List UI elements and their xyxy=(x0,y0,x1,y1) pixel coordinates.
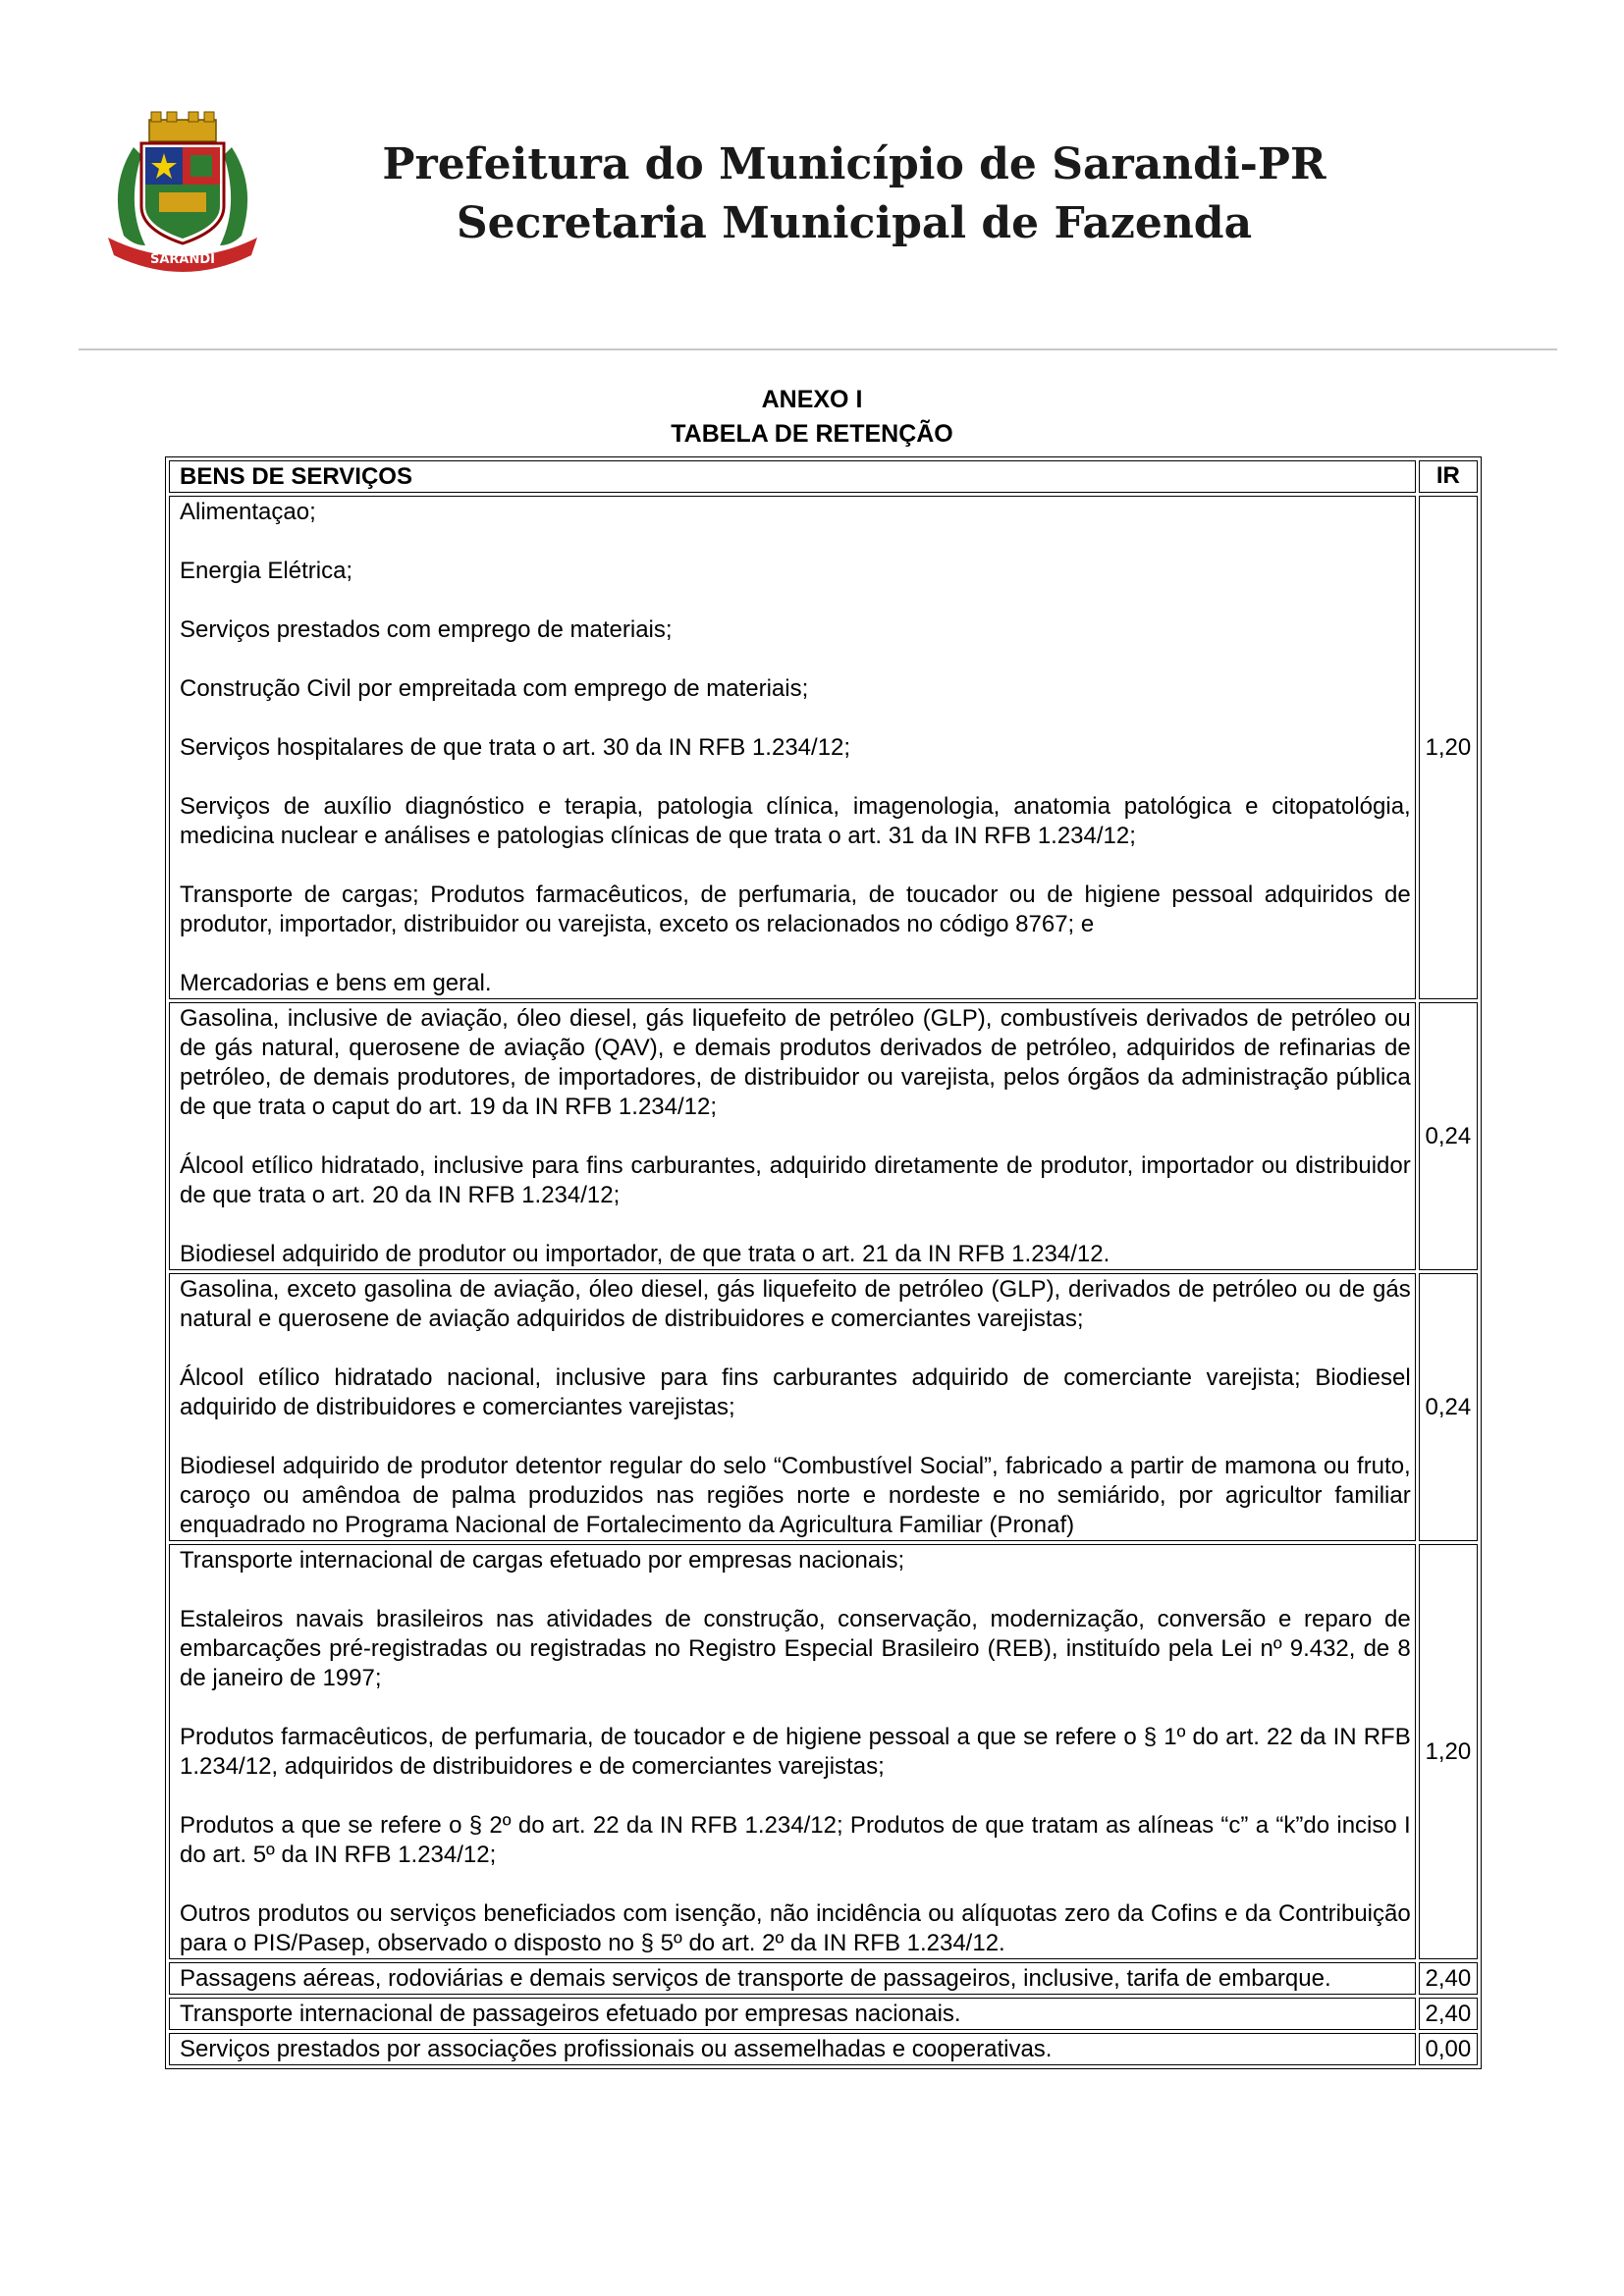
row-item-text: Biodiesel adquirido de produtor detentor regular do selo “Combustível Social”, fabricado a partir de mamona ou fruto, caroço ou amêndoa de palma produzidos nas regiões norte e nordeste e no semiárido, por agricultor familiar enquadrado no Programa Nacional de Fortalecimento da Agricultura Familiar (Pronaf) xyxy=(180,1453,1411,1538)
row-description-cell xyxy=(169,1544,1416,1959)
annex-heading xyxy=(0,383,1624,452)
municipality-title: Prefeitura do Município de Sarandi-PR xyxy=(382,139,1326,189)
row-item-text: Álcool etílico hidratado nacional, inclusive para fins carburantes adquirido de comerciante varejista; Biodiesel adquirido de distribuidores e comerciantes varejistas; xyxy=(180,1364,1411,1420)
table-row xyxy=(169,1998,1478,2030)
table-row xyxy=(169,1002,1478,1270)
row-item-text: Energia Elétrica; xyxy=(180,558,353,584)
row-item-text: Estaleiros navais brasileiros nas atividades de construção, conservação, modernização, conversão e reparo de embarcações pré-registradas ou registradas no Registro Especial Brasileiro (REB), instituído pela Lei nº 9.432, de 8 de janeiro de 1997; xyxy=(180,1606,1411,1691)
row-item-text: Gasolina, inclusive de aviação, óleo diesel, gás liquefeito de petróleo (GLP), combustíveis derivados de petróleo ou de gás natural, querosene de aviação (QAV), e demais produtos derivados de petróleo, adquiridos de refinarias de petróleo, de demais produtores, de importadores, de distribuidor ou varejista, pelos órgãos da administração pública de que trata o caput do art. 19 da IN RFB 1.234/12; xyxy=(180,1005,1411,1120)
table-header-row xyxy=(169,460,1478,493)
row-ir-rate-cell: 2,40 xyxy=(1419,1998,1478,2030)
annex-title: ANEXO I xyxy=(761,386,863,413)
row-item-text: Serviços prestados com emprego de materiais; xyxy=(180,616,673,643)
svg-text:SARANDI: SARANDI xyxy=(149,252,216,267)
table-row xyxy=(169,1273,1478,1541)
row-item-text: Álcool etílico hidratado, inclusive para fins carburantes, adquirido diretamente de produtor, importador ou distribuidor de que trata o art. 20 da IN RFB 1.234/12; xyxy=(180,1152,1411,1208)
table-row xyxy=(169,2033,1478,2065)
row-item-text: Alimentaçao; xyxy=(180,499,316,525)
row-description-cell xyxy=(169,1002,1416,1270)
annex-subtitle: TABELA DE RETENÇÃO xyxy=(671,420,953,448)
row-ir-rate-cell: 1,20 xyxy=(1419,1544,1478,1959)
header-divider xyxy=(79,348,1557,350)
retention-table-wrapper xyxy=(165,456,1482,2069)
row-ir-rate-cell: 1,20 xyxy=(1419,496,1478,999)
column-header-ir: IR xyxy=(1419,460,1478,493)
row-item-text: Mercadorias e bens em geral. xyxy=(180,970,492,996)
row-ir-rate-cell: 0,00 xyxy=(1419,2033,1478,2065)
retention-table xyxy=(165,456,1482,2069)
row-description-cell xyxy=(169,1962,1416,1995)
row-description-cell xyxy=(169,496,1416,999)
row-description-cell xyxy=(169,2033,1416,2065)
row-item-text: Passagens aéreas, rodoviárias e demais serviços de transporte de passageiros, inclusive, tarifa de embarque. xyxy=(180,1965,1331,1992)
row-description-cell xyxy=(169,1273,1416,1541)
column-header-description: BENS DE SERVIÇOS xyxy=(169,460,1416,493)
row-item-text: Transporte internacional de cargas efetuado por empresas nacionais; xyxy=(180,1547,905,1574)
row-item-text: Biodiesel adquirido de produtor ou importador, de que trata o art. 21 da IN RFB 1.234/12. xyxy=(180,1241,1110,1267)
row-item-text: Transporte de cargas; Produtos farmacêuticos, de perfumaria, de toucador ou de higiene pessoal adquiridos de produtor, importador, distribuidor ou varejista, exceto os relacionados no código 8767; e xyxy=(180,881,1411,937)
row-item-text: Serviços prestados por associações profissionais ou assemelhadas e cooperativas. xyxy=(180,2036,1053,2062)
page-header xyxy=(0,0,1624,353)
row-item-text: Construção Civil por empreitada com emprego de materiais; xyxy=(180,675,809,702)
row-ir-rate-cell: 2,40 xyxy=(1419,1962,1478,1995)
row-ir-rate-cell: 0,24 xyxy=(1419,1002,1478,1270)
table-row xyxy=(169,496,1478,999)
row-item-text: Gasolina, exceto gasolina de aviação, óleo diesel, gás liquefeito de petróleo (GLP), derivados de petróleo ou de gás natural e querosene de aviação adquiridos de distribuidores e comerciantes varejistas; xyxy=(180,1276,1411,1332)
row-description-cell xyxy=(169,1998,1416,2030)
row-item-text: Produtos a que se refere o § 2º do art. 22 da IN RFB 1.234/12; Produtos de que tratam as alíneas “c” a “k”do inciso I do art. 5º da IN RFB 1.234/12; xyxy=(180,1812,1411,1868)
header-title-block xyxy=(295,135,1414,253)
table-row xyxy=(169,1962,1478,1995)
municipal-crest-logo xyxy=(94,108,271,275)
row-item-text: Serviços hospitalares de que trata o art. 30 da IN RFB 1.234/12; xyxy=(180,734,851,761)
table-row xyxy=(169,1544,1478,1959)
row-item-text: Outros produtos ou serviços beneficiados com isenção, não incidência ou alíquotas zero da Cofins e da Contribuição para o PIS/Pasep, observado o disposto no § 5º do art. 2º da IN RFB 1.234/12. xyxy=(180,1900,1411,1956)
row-item-text: Produtos farmacêuticos, de perfumaria, de toucador e de higiene pessoal a que se refere o § 1º do art. 22 da IN RFB 1.234/12, adquiridos de distribuidores e de comerciantes varejistas; xyxy=(180,1724,1411,1780)
department-title: Secretaria Municipal de Fazenda xyxy=(456,198,1253,248)
row-item-text: Transporte internacional de passageiros efetuado por empresas nacionais. xyxy=(180,2001,961,2027)
row-item-text: Serviços de auxílio diagnóstico e terapia, patologia clínica, imagenologia, anatomia patológica e citopatológia, medicina nuclear e análises e patologias clínicas de que trata o art. 31 da IN RFB 1.234/12; xyxy=(180,793,1411,849)
row-ir-rate-cell: 0,24 xyxy=(1419,1273,1478,1541)
